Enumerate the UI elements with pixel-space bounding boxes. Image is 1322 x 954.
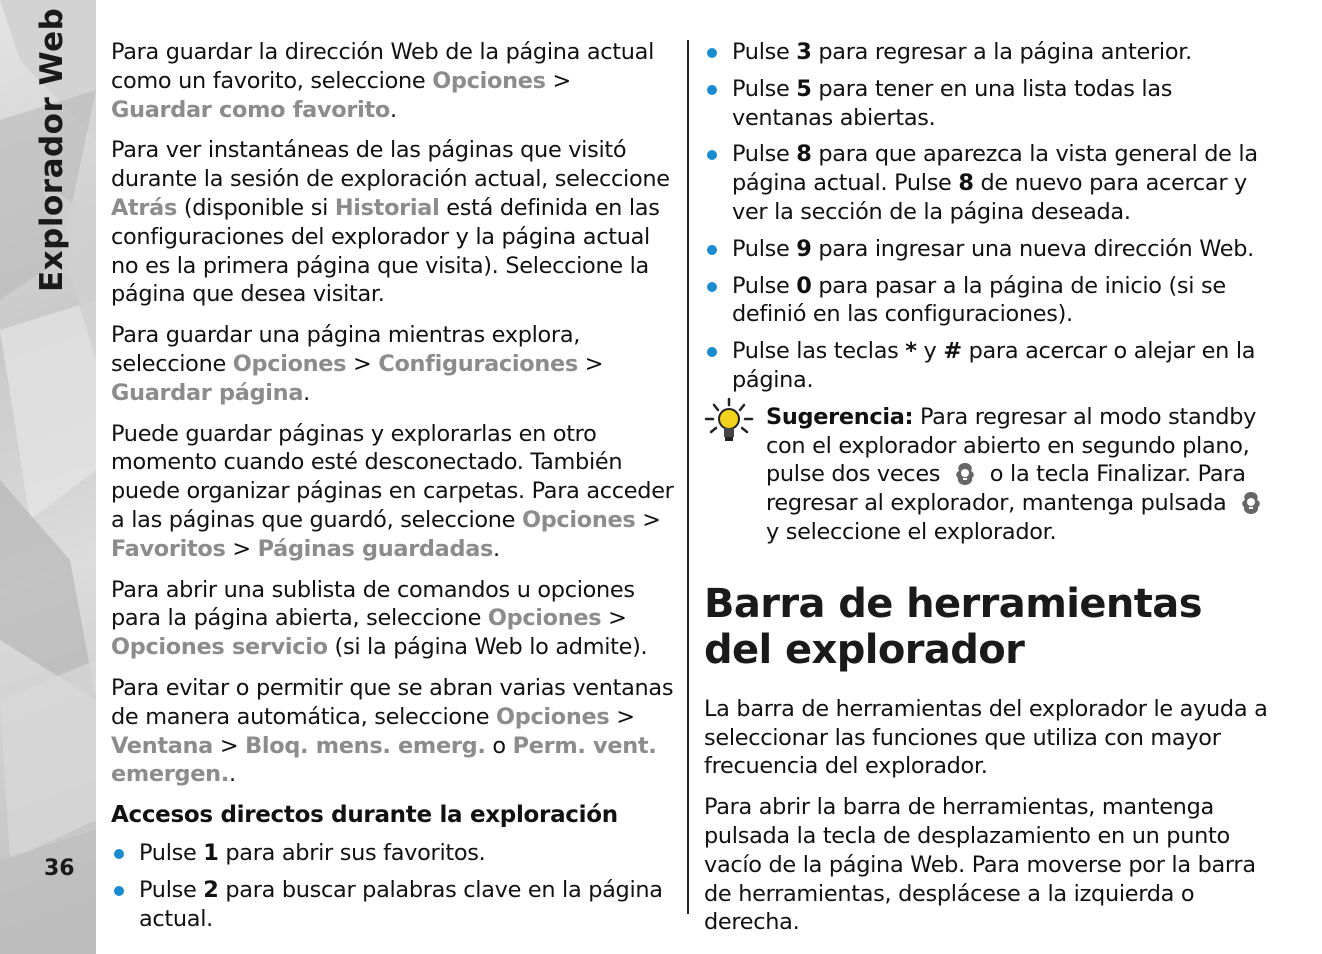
menu-path-item: Ventana (111, 732, 213, 759)
key-label: * (905, 338, 917, 365)
bullet-icon (707, 245, 717, 255)
menu-path-item: Opciones (232, 350, 347, 377)
menu-path-item: Opciones servicio (111, 634, 328, 661)
bullet-icon (707, 150, 717, 160)
menu-path-item: Perm. vent. emergen. (111, 732, 657, 788)
key-label: 8 (958, 170, 974, 197)
key-label: 9 (796, 235, 812, 262)
shortcuts-heading: Accesos directos durante la exploración (111, 802, 618, 829)
bullet-icon (114, 849, 124, 859)
key-label: 1 (203, 840, 219, 867)
list-item: Pulse 8 para que aparezca la vista general de la página actual. Pulse 8 de nuevo para acercar y ver la sección de la página deseada. (704, 140, 1272, 226)
menu-path-item: Opciones (432, 67, 546, 94)
paragraph-history: Para ver instantáneas de las páginas que visitó durante la sesión de exploración actual, seleccione Atrás (disponible si Historial está definida en las configuraciones del explorador y la página actual no es la primera página que visita). Seleccione la página que desea visitar. (111, 137, 670, 308)
key-label: # (943, 338, 962, 365)
key-label: 8 (796, 141, 812, 168)
bullet-icon (114, 886, 124, 896)
list-item: Pulse 5 para tener en una lista todas las ventanas abiertas. (704, 75, 1272, 133)
menu-path-item: Opciones (496, 703, 610, 730)
paragraph-toolbar-open: Para abrir la barra de herramientas, mantenga pulsada la tecla de desplazamiento en un punto vacío de la página Web. Para moverse por la barra de herramientas, desplácese a la izquierda o derecha. (704, 794, 1256, 936)
bullet-icon (707, 282, 717, 292)
list-item: Pulse 1 para abrir sus favoritos. (111, 839, 677, 868)
key-label: 2 (203, 876, 219, 903)
menu-path-item: Historial (334, 194, 440, 221)
column-divider (687, 40, 689, 914)
paragraph-service-options: Para abrir una sublista de comandos u opciones para la página abierta, seleccione Opciones > Opciones servicio (si la página Web lo admite). (111, 576, 648, 661)
paragraph-save-favorite: Para guardar la dirección Web de la página actual como un favorito, seleccione Opciones > Guardar como favorito. (111, 39, 655, 123)
menu-path-item: Configuraciones (378, 350, 578, 377)
key-label: 5 (796, 75, 812, 102)
bullet-icon (707, 347, 717, 357)
left-column (111, 38, 677, 942)
shortcut-list-left (111, 839, 677, 933)
menu-key-icon (1237, 490, 1265, 516)
menu-path-item: Guardar como favorito (111, 96, 390, 123)
menu-path-item: Páginas guardadas (257, 535, 494, 562)
list-item: Pulse las teclas * y # para acercar o alejar en la página. (704, 337, 1272, 395)
key-label: 3 (796, 39, 812, 65)
list-item: Pulse 2 para buscar palabras clave en la página actual. (111, 876, 677, 934)
menu-path-item: Opciones (487, 605, 602, 632)
tip-box: Sugerencia: Para regresar al modo standby con el explorador abierto en segundo plano, pulse dos veces o la tecla Finalizar. Para regresar al explorador, mantenga pulsada y seleccione el explorador. (704, 403, 1272, 547)
paragraph-toolbar-intro: La barra de herramientas del explorador le ayuda a seleccionar las funciones que utiliza con mayor frecuencia del explorador. (704, 695, 1268, 780)
menu-path-item: Atrás (111, 194, 178, 221)
page-number: 36 (44, 856, 75, 881)
menu-key-icon (951, 461, 979, 487)
paragraph-save-page: Para guardar una página mientras explora, seleccione Opciones > Configuraciones > Guardar página. (111, 322, 604, 406)
menu-path-item: Guardar página (111, 379, 304, 406)
section-heading: Barra de herramientas del explorador (704, 580, 1202, 673)
lightbulb-tip-icon (704, 397, 754, 447)
list-item: Pulse 0 para pasar a la página de inicio (si se definió en las configuraciones). (704, 272, 1272, 330)
shortcut-list-right (704, 38, 1272, 395)
bullet-icon (707, 48, 717, 58)
paragraph-offline-pages: Puede guardar páginas y explorarlas en otro momento cuando esté desconectado. También puede organizar páginas en carpetas. Para acceder a las páginas que guardó, seleccione Opciones > Favoritos > Páginas guardadas. (111, 420, 674, 562)
bullet-icon (707, 85, 717, 95)
list-item: Pulse 9 para ingresar una nueva dirección Web. (704, 235, 1272, 264)
list-item: Pulse 3 para regresar a la página anterior. (704, 38, 1272, 67)
paragraph-popups: Para evitar o permitir que se abran varias ventanas de manera automática, seleccione Opciones > Ventana > Bloq. mens. emerg. o Perm. vent. emergen.. (111, 674, 674, 788)
menu-path-item: Favoritos (111, 535, 226, 562)
sidebar (0, 0, 96, 954)
menu-path-item: Opciones (521, 506, 636, 533)
menu-path-item: Bloq. mens. emerg. (245, 732, 486, 759)
right-column (704, 38, 1272, 949)
tip-label: Sugerencia: (766, 403, 914, 430)
section-tab-title: Explorador Web (34, 7, 70, 292)
key-label: 0 (796, 272, 812, 299)
